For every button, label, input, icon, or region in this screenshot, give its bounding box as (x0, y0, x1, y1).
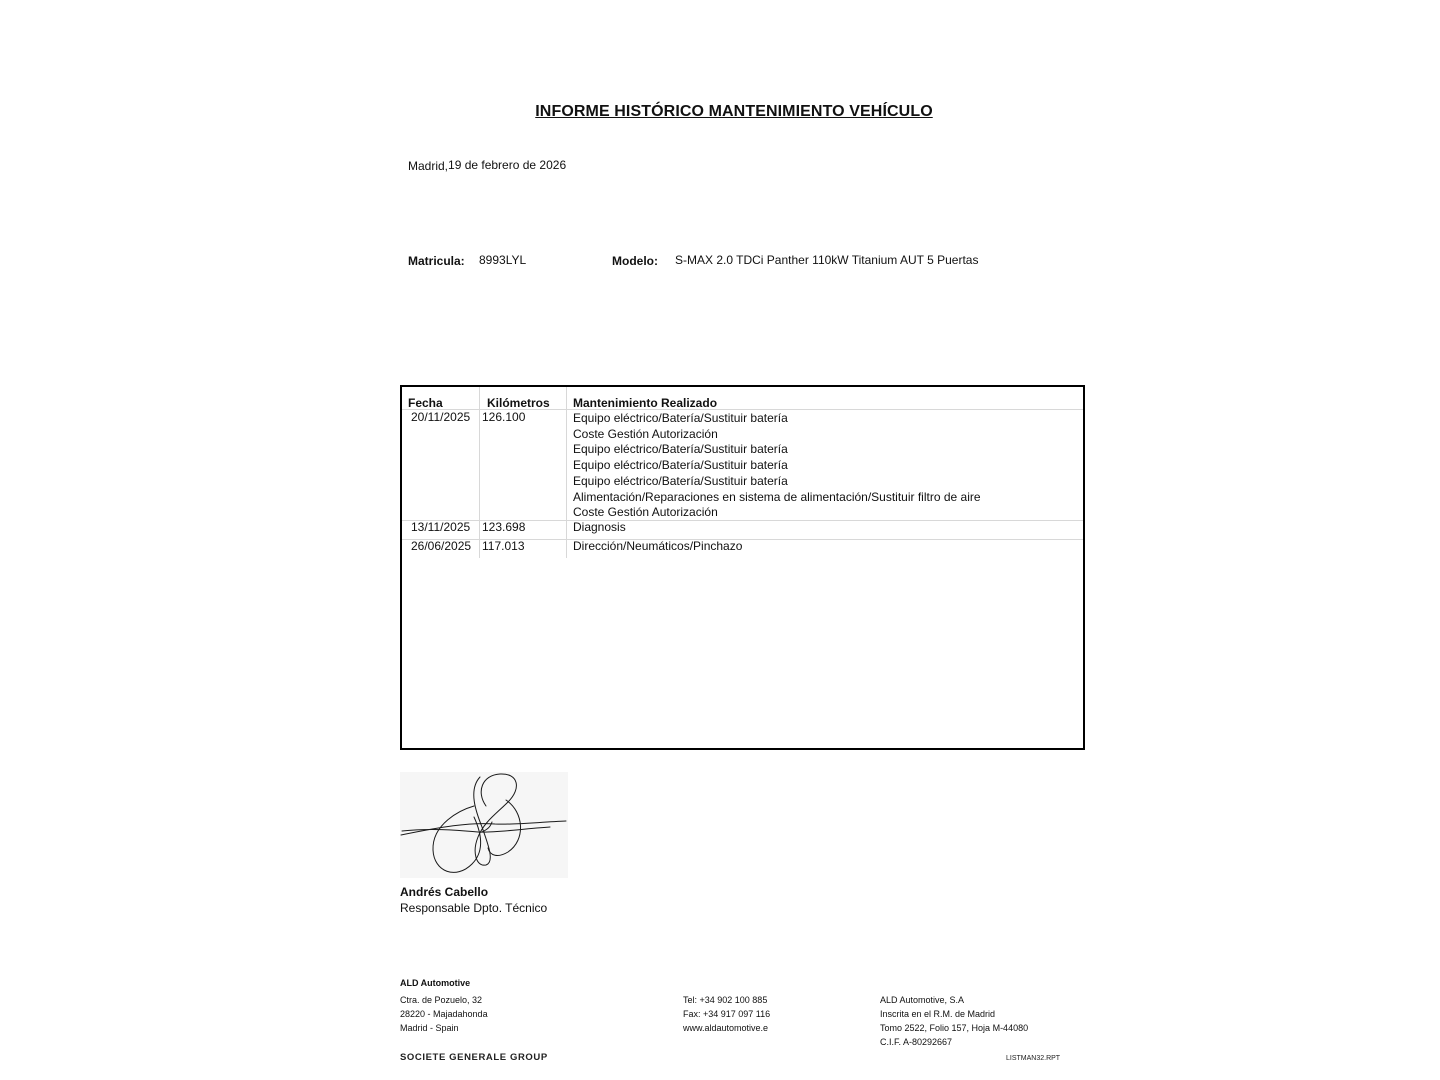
model-label: Modelo: (612, 254, 658, 268)
maintenance-item: Equipo eléctrico/Batería/Sustituir batería (573, 442, 788, 457)
footer-fax: Fax: +34 917 097 116 (683, 1009, 771, 1019)
footer-contact (683, 993, 770, 1035)
header-maintenance: Mantenimiento Realizado (573, 396, 718, 410)
maintenance-item: Equipo eléctrico/Batería/Sustituir batería (573, 458, 788, 473)
row-km: 117.013 (482, 539, 525, 553)
maintenance-item: Dirección/Neumáticos/Pinchazo (573, 539, 743, 553)
maintenance-item: Coste Gestión Autorización (573, 505, 718, 520)
row-date: 26/06/2025 (411, 539, 472, 553)
document-date-line (408, 158, 566, 172)
footer-registry (880, 993, 1028, 1049)
footer-phone: Tel: +34 902 100 885 (683, 995, 768, 1005)
header-km: Kilómetros (487, 396, 550, 410)
signature-image (400, 772, 568, 878)
footer-address-line: Ctra. de Pozuelo, 32 (400, 995, 483, 1005)
row-km: 123.698 (482, 520, 526, 534)
maintenance-item: Equipo eléctrico/Batería/Sustituir batería (573, 473, 788, 488)
plate-label: Matricula: (408, 254, 465, 268)
row-date: 20/11/2025 (411, 410, 471, 424)
footer-address (400, 993, 488, 1035)
report-code: LISTMAN32.RPT (1006, 1055, 1061, 1062)
footer-address-line: Madrid - Spain (400, 1023, 459, 1033)
signer-role: Responsable Dpto. Técnico (400, 901, 548, 915)
maintenance-item: Diagnosis (573, 520, 626, 534)
footer-registry-line: C.I.F. A-80292667 (880, 1037, 953, 1047)
footer-registry-line: ALD Automotive, S.A (880, 995, 965, 1005)
footer-registry-line: Inscrita en el R.M. de Madrid (880, 1009, 996, 1019)
maintenance-item: Coste Gestión Autorización (573, 426, 718, 441)
group-logo: SOCIETE GENERALE GROUP (400, 1052, 548, 1063)
footer-website: www.aldautomotive.e (683, 1023, 769, 1033)
row-date: 13/11/2025 (411, 520, 471, 534)
document-title: INFORME HISTÓRICO MANTENIMIENTO VEHÍCULO (535, 103, 933, 120)
footer-company-name: ALD Automotive (400, 978, 471, 988)
maintenance-item: Equipo eléctrico/Batería/Sustituir batería (573, 411, 788, 425)
plate-value: 8993LYL (479, 253, 527, 267)
document-date: 19 de febrero de 2026 (448, 158, 567, 172)
footer-address-line: 28220 - Majadahonda (400, 1009, 488, 1019)
header-date: Fecha (408, 396, 443, 410)
signer-name: Andrés Cabello (400, 885, 489, 899)
row-maintenance-list (573, 411, 981, 521)
column-divider (566, 387, 567, 558)
document-city: Madrid, (408, 159, 449, 173)
column-divider (479, 387, 480, 558)
model-value: S-MAX 2.0 TDCi Panther 110kW Titanium AUT 5 Puertas (675, 253, 979, 267)
maintenance-item: Alimentación/Reparaciones en sistema de alimentación/Sustituir filtro de aire (573, 489, 981, 504)
row-km: 126.100 (482, 410, 526, 424)
maintenance-table (400, 385, 1085, 750)
footer-registry-line: Tomo 2522, Folio 157, Hoja M-44080 (880, 1023, 1029, 1033)
